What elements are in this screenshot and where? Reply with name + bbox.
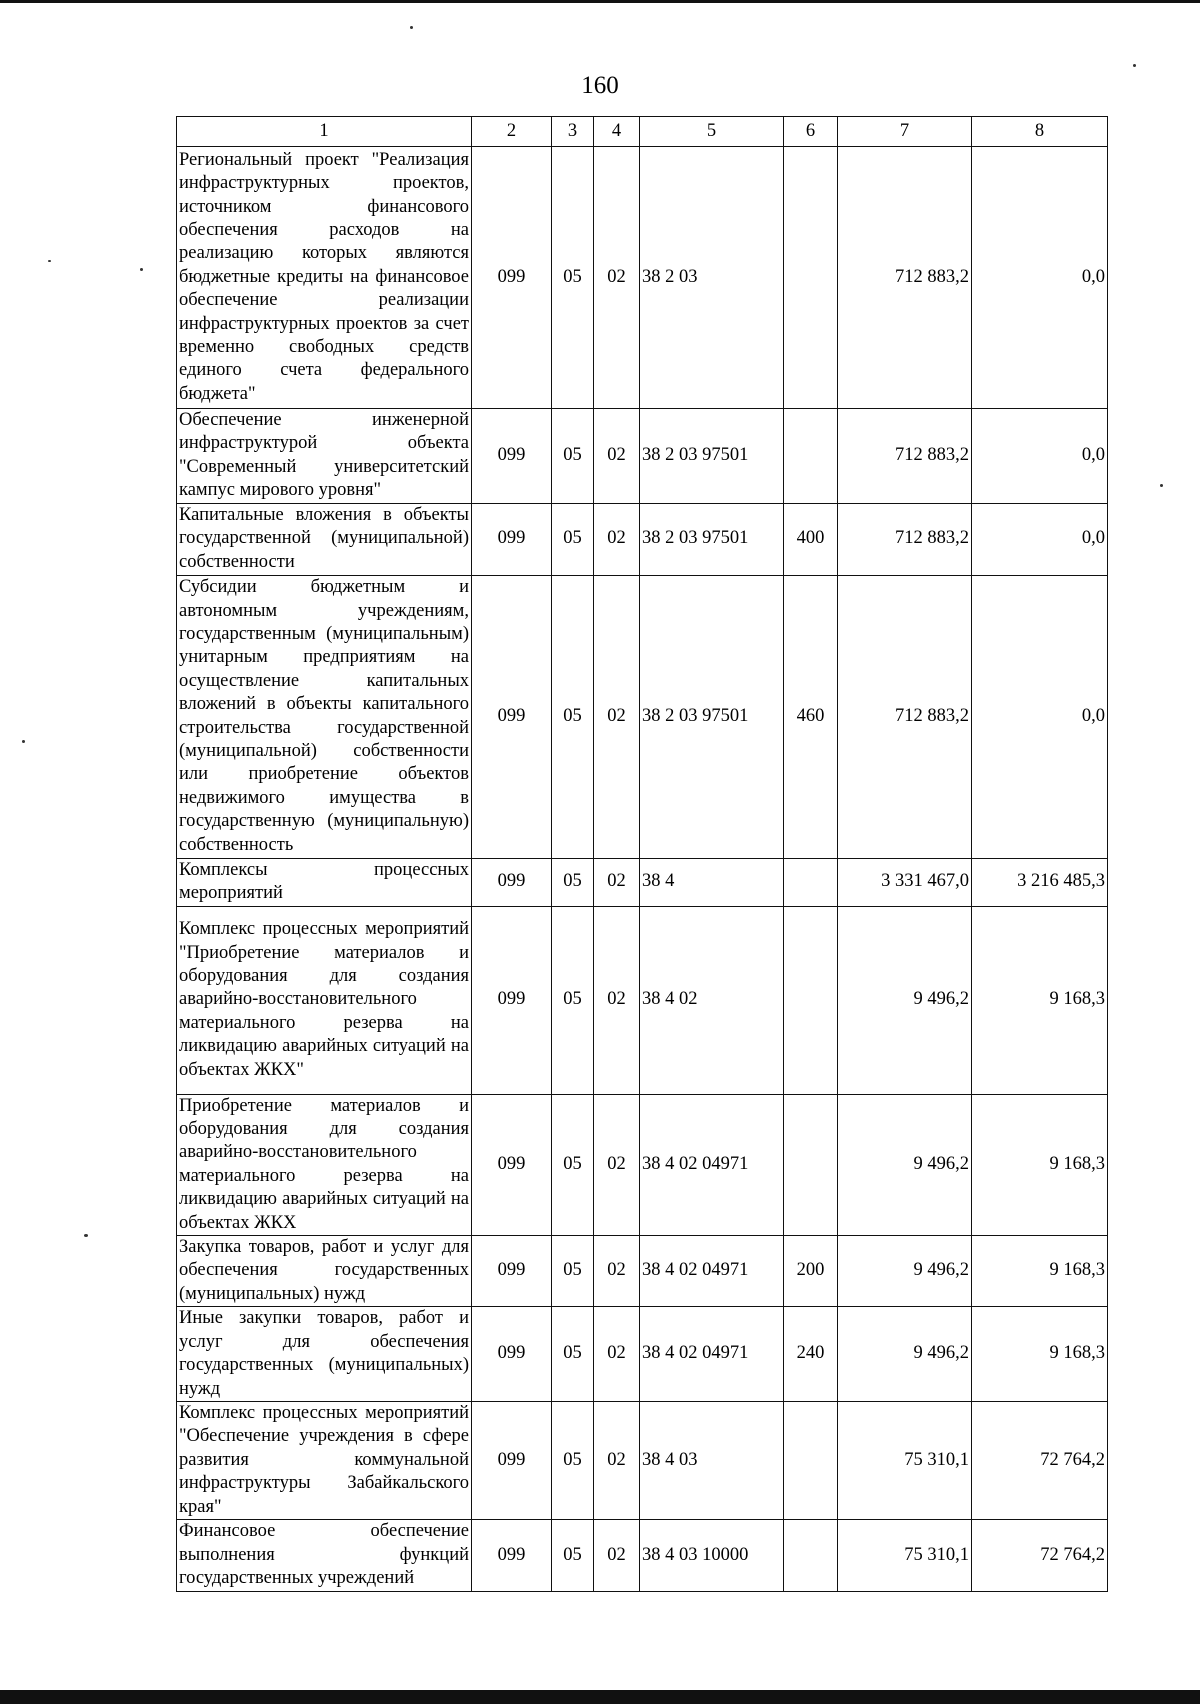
admin-code: 099 bbox=[472, 1307, 552, 1402]
subsection-code: 02 bbox=[594, 503, 640, 575]
row-description: Иные закупки товаров, работ и услуг для обеспечения государственных (муниципальных) нужд bbox=[177, 1307, 472, 1402]
amount-column-8: 9 168,3 bbox=[972, 906, 1108, 1094]
table-row bbox=[177, 858, 1108, 906]
row-description: Приобретение материалов и оборудования для создания аварийно-восстановительного материального резерва на ликвидацию аварийных ситуаций на объектах ЖКХ bbox=[177, 1094, 472, 1235]
subsection-code: 02 bbox=[594, 1307, 640, 1402]
subsection-code: 02 bbox=[594, 575, 640, 858]
scan-speck bbox=[1133, 64, 1136, 67]
amount-column-8: 0,0 bbox=[972, 147, 1108, 409]
header-cell: 5 bbox=[640, 117, 784, 147]
expense-type-code bbox=[784, 1401, 838, 1519]
table-row bbox=[177, 1307, 1108, 1402]
target-article-code: 38 2 03 97501 bbox=[640, 575, 784, 858]
target-article-code: 38 2 03 bbox=[640, 147, 784, 409]
amount-column-7: 75 310,1 bbox=[838, 1519, 972, 1591]
table-row bbox=[177, 906, 1108, 1094]
table-row bbox=[177, 409, 1108, 504]
section-code: 05 bbox=[552, 1401, 594, 1519]
section-code: 05 bbox=[552, 575, 594, 858]
header-cell: 2 bbox=[472, 117, 552, 147]
header-cell: 1 bbox=[177, 117, 472, 147]
target-article-code: 38 2 03 97501 bbox=[640, 503, 784, 575]
admin-code: 099 bbox=[472, 906, 552, 1094]
header-cell: 4 bbox=[594, 117, 640, 147]
amount-column-8: 0,0 bbox=[972, 409, 1108, 504]
table-row bbox=[177, 147, 1108, 409]
amount-column-8: 0,0 bbox=[972, 575, 1108, 858]
target-article-code: 38 4 bbox=[640, 858, 784, 906]
amount-column-8: 0,0 bbox=[972, 503, 1108, 575]
amount-column-8: 9 168,3 bbox=[972, 1094, 1108, 1235]
row-description: Финансовое обеспечение выполнения функций государственных учреждений bbox=[177, 1519, 472, 1591]
header-cell: 8 bbox=[972, 117, 1108, 147]
amount-column-8: 72 764,2 bbox=[972, 1401, 1108, 1519]
admin-code: 099 bbox=[472, 409, 552, 504]
amount-column-7: 3 331 467,0 bbox=[838, 858, 972, 906]
scan-speck bbox=[410, 26, 413, 29]
scan-speck bbox=[140, 268, 143, 271]
section-code: 05 bbox=[552, 147, 594, 409]
expense-type-code bbox=[784, 858, 838, 906]
subsection-code: 02 bbox=[594, 858, 640, 906]
amount-column-7: 9 496,2 bbox=[838, 1236, 972, 1307]
subsection-code: 02 bbox=[594, 147, 640, 409]
scan-speck bbox=[1160, 484, 1163, 487]
target-article-code: 38 4 03 10000 bbox=[640, 1519, 784, 1591]
amount-column-7: 712 883,2 bbox=[838, 409, 972, 504]
row-description: Обеспечение инженерной инфраструктурой объекта "Современный университетский кампус мирового уровня" bbox=[177, 409, 472, 504]
section-code: 05 bbox=[552, 503, 594, 575]
row-description: Комплекс процессных мероприятий "Обеспечение учреждения в сфере развития коммунальной инфраструктуры Забайкальского края" bbox=[177, 1401, 472, 1519]
subsection-code: 02 bbox=[594, 1236, 640, 1307]
expense-type-code bbox=[784, 147, 838, 409]
expense-type-code: 200 bbox=[784, 1236, 838, 1307]
section-code: 05 bbox=[552, 1307, 594, 1402]
section-code: 05 bbox=[552, 1519, 594, 1591]
target-article-code: 38 2 03 97501 bbox=[640, 409, 784, 504]
row-description: Комплексы процессных мероприятий bbox=[177, 858, 472, 906]
header-cell: 3 bbox=[552, 117, 594, 147]
subsection-code: 02 bbox=[594, 1094, 640, 1235]
admin-code: 099 bbox=[472, 147, 552, 409]
amount-column-8: 72 764,2 bbox=[972, 1519, 1108, 1591]
page-number: 160 bbox=[581, 72, 619, 99]
amount-column-7: 712 883,2 bbox=[838, 503, 972, 575]
amount-column-7: 712 883,2 bbox=[838, 575, 972, 858]
table-row bbox=[177, 575, 1108, 858]
section-code: 05 bbox=[552, 1094, 594, 1235]
row-description: Комплекс процессных мероприятий "Приобретение материалов и оборудования для создания аварийно-восстановительного материального резерва на ликвидацию аварийных ситуаций на объектах ЖКХ" bbox=[177, 906, 472, 1094]
expense-type-code bbox=[784, 1094, 838, 1235]
amount-column-7: 9 496,2 bbox=[838, 906, 972, 1094]
subsection-code: 02 bbox=[594, 906, 640, 1094]
row-description: Субсидии бюджетным и автономным учреждениям, государственным (муниципальным) унитарным предприятиям на осуществление капитальных вложений в объекты капитального строительства государственной (муниципальной) собственности или приобретение объектов недвижимого имущества в государственную (муниципальную) собственность bbox=[177, 575, 472, 858]
amount-column-8: 9 168,3 bbox=[972, 1236, 1108, 1307]
row-description: Капитальные вложения в объекты государственной (муниципальной) собственности bbox=[177, 503, 472, 575]
target-article-code: 38 4 02 04971 bbox=[640, 1236, 784, 1307]
table-header-row bbox=[177, 117, 1108, 147]
admin-code: 099 bbox=[472, 503, 552, 575]
table-row bbox=[177, 1401, 1108, 1519]
row-description: Региональный проект "Реализация инфраструктурных проектов, источником финансового обеспечения расходов на реализацию которых являются бюджетные кредиты на финансовое обеспечение реализации инфраструктурных проектов за счет временно свободных средств единого счета федерального бюджета" bbox=[177, 147, 472, 409]
scan-speck bbox=[48, 260, 51, 262]
amount-column-8: 3 216 485,3 bbox=[972, 858, 1108, 906]
header-cell: 7 bbox=[838, 117, 972, 147]
expense-type-code bbox=[784, 1519, 838, 1591]
amount-column-7: 712 883,2 bbox=[838, 147, 972, 409]
expense-type-code: 240 bbox=[784, 1307, 838, 1402]
amount-column-8: 9 168,3 bbox=[972, 1307, 1108, 1402]
table-row bbox=[177, 1094, 1108, 1235]
table-row bbox=[177, 503, 1108, 575]
section-code: 05 bbox=[552, 906, 594, 1094]
expense-type-code bbox=[784, 906, 838, 1094]
admin-code: 099 bbox=[472, 1236, 552, 1307]
scan-speck bbox=[84, 1234, 88, 1237]
subsection-code: 02 bbox=[594, 409, 640, 504]
subsection-code: 02 bbox=[594, 1519, 640, 1591]
target-article-code: 38 4 02 04971 bbox=[640, 1307, 784, 1402]
table-row bbox=[177, 1519, 1108, 1591]
target-article-code: 38 4 03 bbox=[640, 1401, 784, 1519]
row-description: Закупка товаров, работ и услуг для обеспечения государственных (муниципальных) нужд bbox=[177, 1236, 472, 1307]
admin-code: 099 bbox=[472, 1519, 552, 1591]
amount-column-7: 9 496,2 bbox=[838, 1307, 972, 1402]
target-article-code: 38 4 02 bbox=[640, 906, 784, 1094]
amount-column-7: 75 310,1 bbox=[838, 1401, 972, 1519]
admin-code: 099 bbox=[472, 575, 552, 858]
header-cell: 6 bbox=[784, 117, 838, 147]
amount-column-7: 9 496,2 bbox=[838, 1094, 972, 1235]
budget-table bbox=[176, 116, 1108, 1592]
section-code: 05 bbox=[552, 858, 594, 906]
table-row bbox=[177, 1236, 1108, 1307]
subsection-code: 02 bbox=[594, 1401, 640, 1519]
expense-type-code: 400 bbox=[784, 503, 838, 575]
scan-speck bbox=[22, 740, 25, 743]
section-code: 05 bbox=[552, 409, 594, 504]
target-article-code: 38 4 02 04971 bbox=[640, 1094, 784, 1235]
scan-border-top bbox=[0, 0, 1200, 3]
admin-code: 099 bbox=[472, 1094, 552, 1235]
expense-type-code bbox=[784, 409, 838, 504]
section-code: 05 bbox=[552, 1236, 594, 1307]
expense-type-code: 460 bbox=[784, 575, 838, 858]
admin-code: 099 bbox=[472, 858, 552, 906]
admin-code: 099 bbox=[472, 1401, 552, 1519]
scan-border-bottom bbox=[0, 1690, 1200, 1704]
